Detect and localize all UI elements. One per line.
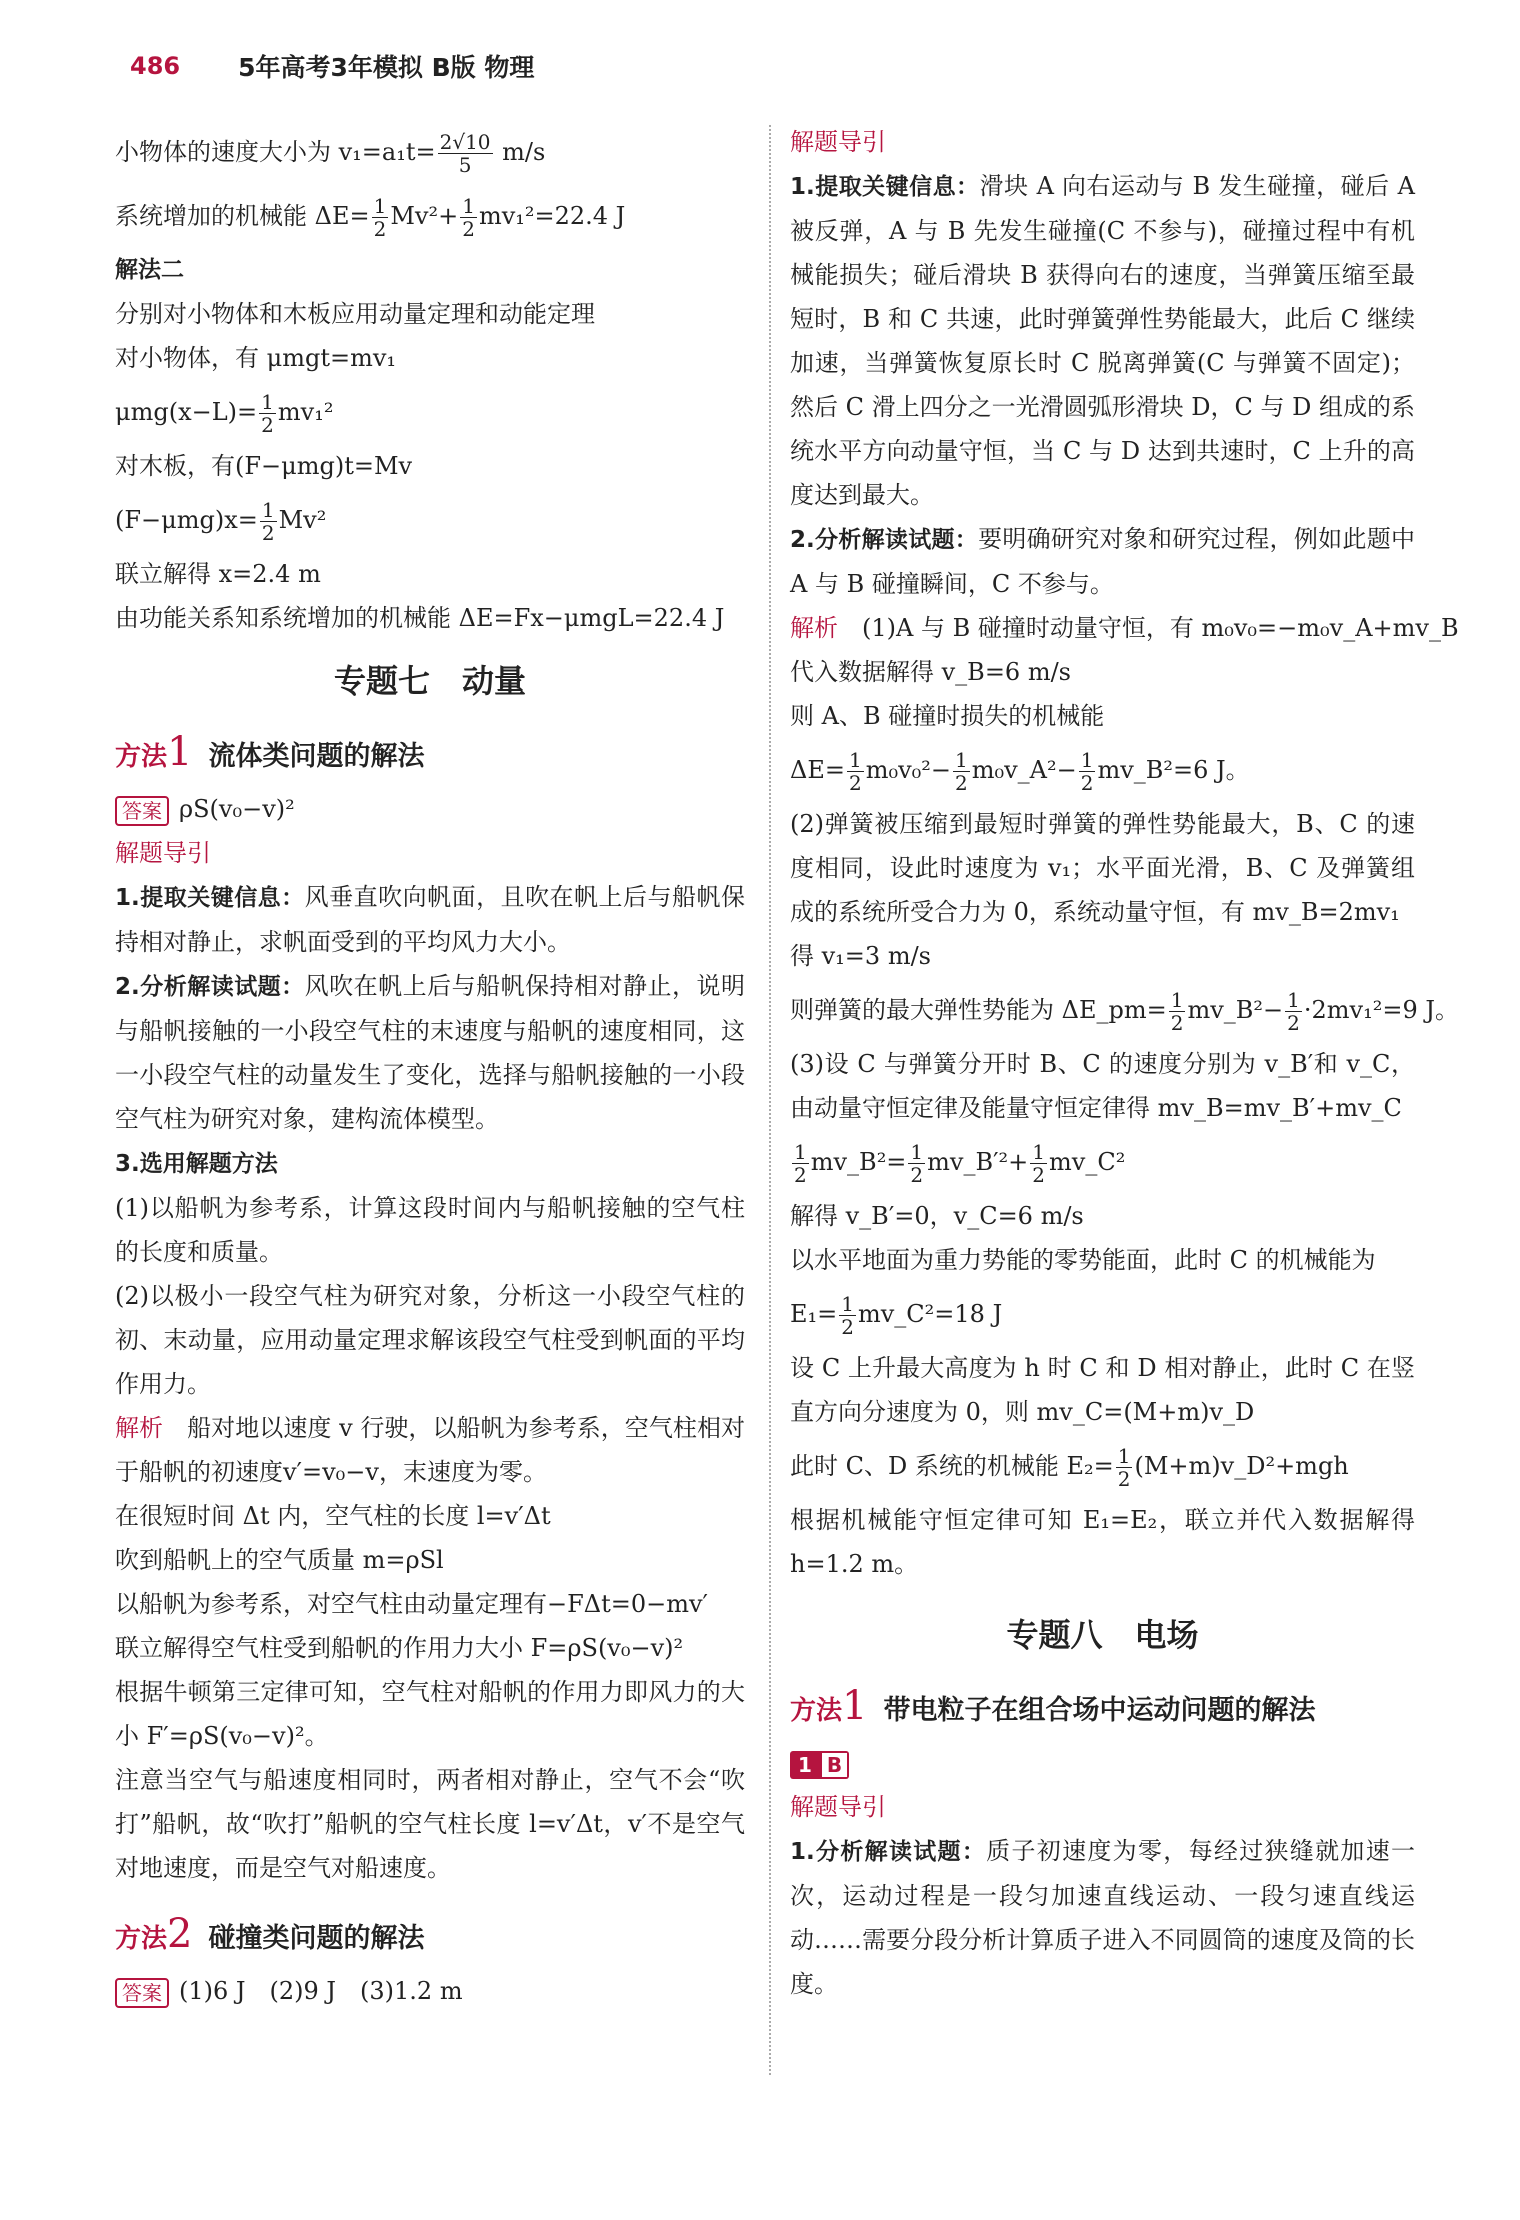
answer-value: ρS(v₀−v)² <box>179 795 295 823</box>
column-divider <box>769 125 771 2075</box>
analysis-label: 解析 <box>115 1414 164 1442</box>
energy-line: 系统增加的机械能 ΔE= $\frac{1}{2}$ Mv²+ $\frac{1}{2}$ mv₁²=22.4 J <box>115 194 626 241</box>
page-header <box>130 46 1030 86</box>
page-number: 486 <box>130 52 181 80</box>
guide-step: 2.分析解读试题：风吹在帆上后与船帆保持相对静止，说明与船帆接触的一小段空气柱的末速度与船帆的速度相同，这一小段空气柱的动量发生了变化，选择与船帆接触的一小段空气柱为研究对象，建构流体模型。 <box>115 972 746 1133</box>
right-column <box>790 120 1459 2006</box>
solution-two-line: 对木板，有(F−μmg)t=Mv <box>115 452 413 480</box>
method-heading: 方法 2 碰撞类问题的解法 <box>115 1911 425 1957</box>
guide-step-item: (2)以极小一段空气柱为研究对象，分析这一小段空气柱的初、末动量，应用动量定理求解该段空气柱受到帆面的平均作用力。 <box>115 1282 745 1398</box>
analysis-equation: E₁= $\frac{1}{2}$ mv_C²=18 J <box>790 1292 1003 1339</box>
analysis-line: 解得 v_B′=0，v_C=6 m/s <box>790 1202 1084 1230</box>
guide-step: 1.提取关键信息：风垂直吹向帆面，且吹在帆上后与船帆保持相对静止，求帆面受到的平均风力大小。 <box>115 883 746 956</box>
guide-heading: 解题导引 <box>115 839 211 867</box>
method-heading: 方法 1 带电粒子在组合场中运动问题的解法 <box>790 1683 1316 1729</box>
analysis-paragraph: 注意当空气与船速度相同时，两者相对静止，空气不会“吹打”船帆，故“吹打”船帆的空气柱长度 l=v′Δt，v′不是空气对地速度，而是空气对船速度。 <box>115 1766 745 1882</box>
method-heading: 方法 1 流体类问题的解法 <box>115 729 425 775</box>
answer-line <box>115 1969 745 2013</box>
guide-step: 3.选用解题方法 <box>115 1151 278 1177</box>
answer-label: 答案 <box>115 1978 169 2008</box>
solution-two-line: 联立解得 x=2.4 m <box>115 560 321 588</box>
answer-value: (1)6 J (2)9 J (3)1.2 m <box>179 1977 463 2005</box>
answer-badge: 1 B <box>790 1751 849 1779</box>
analysis-line: 在很短时间 Δt 内，空气柱的长度 l=v′Δt <box>115 1502 551 1530</box>
guide-step: 2.分析解读试题：要明确研究对象和研究过程，例如此题中 A 与 B 碰撞瞬间，C 不参与。 <box>790 525 1415 598</box>
guide-step-item: (1)以船帆为参考系，计算这段时间内与船帆接触的空气柱的长度和质量。 <box>115 1194 745 1266</box>
guide-heading: 解题导引 <box>790 128 886 156</box>
analysis-paragraph: 根据牛顿第三定律可知，空气柱对船帆的作用力即风力的大小 F′=ρS(v₀−v)²。 <box>115 1678 745 1750</box>
analysis-paragraph: (3)设 C 与弹簧分开时 B、C 的速度分别为 v_B′和 v_C，由动量守恒定律及能量守恒定律得 mv_B=mv_B′+mv_C <box>790 1050 1415 1122</box>
solution-two-equation: (F−μmg)x= $\frac{1}{2}$ Mv² <box>115 498 327 545</box>
answer-line <box>790 1741 1415 1785</box>
analysis-equation: 此时 C、D 系统的机械能 E₂= $\frac{1}{2}$ (M+m)v_D²+mgh <box>790 1444 1349 1491</box>
analysis-label: 解析 <box>790 614 838 642</box>
analysis-equation: 则弹簧的最大弹性势能为 ΔE_pm= $\frac{1}{2}$ mv_B²− $\frac{1}{2}$ ·2mv₁²=9 J。 <box>790 988 1459 1035</box>
velocity-line: 小物体的速度大小为 v₁=a₁t= $\frac{2√10}{5}$ m/s <box>115 130 546 177</box>
left-column <box>115 120 745 2013</box>
analysis-line: 联立解得空气柱受到船帆的作用力大小 F=ρS(v₀−v)² <box>115 1634 684 1662</box>
answer-label: 答案 <box>115 796 169 826</box>
guide-heading: 解题导引 <box>790 1793 886 1821</box>
analysis-line: 以水平地面为重力势能的零势能面，此时 C 的机械能为 <box>790 1246 1376 1274</box>
analysis-paragraph: 根据机械能守恒定律可知 E₁=E₂，联立并代入数据解得 h=1.2 m。 <box>790 1506 1415 1578</box>
guide-step: 1.提取关键信息：滑块 A 向右运动与 B 发生碰撞，碰后 A 被反弹，A 与 B 先发生碰撞(C 不参与)，碰撞过程中有机械能损失；碰后滑块 B 获得向右的速度，当弹簧压缩至最短时，B 和 C 共速，此时弹簧弹性势能最大，此后 C 继续加速，当弹簧恢复原长时 C 脱离弹簧(C 与弹簧不固定)；然后 C 滑上四分之一光滑圆弧形滑块 D，C 与 D 组成的系统水平方向动量守恒，当 C 与 D 达到共速时，C 上升的高度达到最大。 <box>790 172 1415 509</box>
analysis-line: 则 A、B 碰撞时损失的机械能 <box>790 702 1105 730</box>
analysis-paragraph: (2)弹簧被压缩到最短时弹簧的弹性势能最大，B、C 的速度相同，设此时速度为 v₁；水平面光滑，B、C 及弹簧组成的系统所受合力为 0，系统动量守恒，有 mv_B=2mv₁ <box>790 810 1415 926</box>
analysis-line: 以船帆为参考系，对空气柱由动量定理有−FΔt=0−mv′ <box>115 1590 708 1618</box>
analysis-line: 得 v₁=3 m/s <box>790 942 931 970</box>
solution-two-intro: 分别对小物体和木板应用动量定理和动能定理 <box>115 300 595 328</box>
topic-eight-heading: 专题八 电场 <box>1006 1616 1199 1654</box>
analysis-paragraph: 解析 船对地以速度 v 行驶，以船帆为参考系，空气柱相对于船帆的初速度v′=v₀−v，末速度为零。 <box>115 1414 745 1486</box>
analysis-line: 解析 (1)A 与 B 碰撞时动量守恒，有 m₀v₀=−m₀v_A+mv_B <box>790 614 1459 642</box>
analysis-line: 代入数据解得 v_B=6 m/s <box>790 658 1071 686</box>
solution-two-line: 由功能关系知系统增加的机械能 ΔE=Fx−μmgL=22.4 J <box>115 604 725 632</box>
analysis-equation: $\frac{1}{2}$ mv_B²= $\frac{1}{2}$ mv_B′²+ $\frac{1}{2}$ mv_C² <box>794 1140 1126 1187</box>
solution-two-line: 对小物体，有 μmgt=mv₁ <box>115 344 397 372</box>
analysis-line: 吹到船帆上的空气质量 m=ρSl <box>115 1546 444 1574</box>
solution-two-equation: μmg(x−L)= $\frac{1}{2}$ mv₁² <box>115 390 334 437</box>
topic-seven-heading: 专题七 动量 <box>333 662 526 700</box>
solution-two-title: 解法二 <box>115 257 184 283</box>
analysis-equation: ΔE= $\frac{1}{2}$ m₀v₀²− $\frac{1}{2}$ m₀v_A²− $\frac{1}{2}$ mv_B²=6 J。 <box>790 748 1250 795</box>
answer-line <box>115 787 745 831</box>
guide-step: 1.分析解读试题：质子初速度为零，每经过狭缝就加速一次，运动过程是一段匀加速直线运动、一段匀速直线运动……需要分段分析计算质子进入不同圆筒的速度及筒的长度。 <box>790 1837 1416 1998</box>
analysis-paragraph: 设 C 上升最大高度为 h 时 C 和 D 相对静止，此时 C 在竖直方向分速度为 0，则 mv_C=(M+m)v_D <box>790 1354 1415 1426</box>
book-title: 5年高考3年模拟 B版 物理 <box>238 53 535 82</box>
